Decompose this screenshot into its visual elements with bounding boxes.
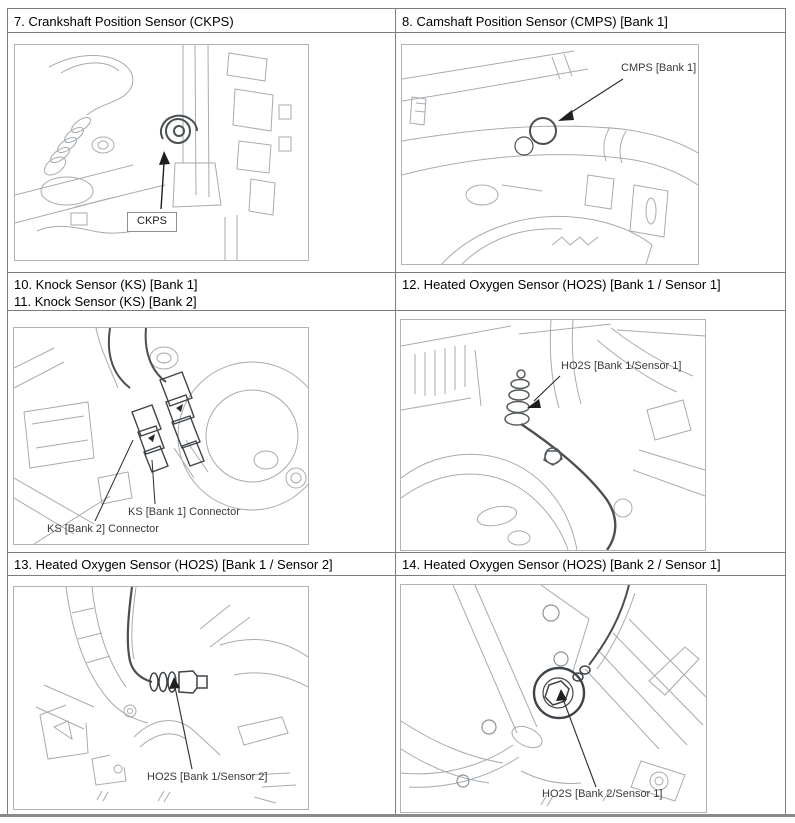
ho2s-b2s1-arrow-icon <box>556 689 567 701</box>
ho2s-b1s2-figure-frame <box>13 586 309 810</box>
title-ho2s-b1s2: 13. Heated Oxygen Sensor (HO2S) [Bank 1 / Sensor 2] <box>14 557 333 572</box>
header-cell-ckps <box>8 9 396 32</box>
header-cell-ho2s-b1s2 <box>8 553 396 575</box>
callout-ckps: CKPS <box>127 212 177 232</box>
title-ho2s-b1s1: 12. Heated Oxygen Sensor (HO2S) [Bank 1 / Sensor 1] <box>402 277 721 292</box>
ckps-arrow-icon <box>159 151 170 165</box>
figure-cell-ks <box>8 311 396 552</box>
ckps-figure-frame <box>14 44 309 261</box>
cmps-arrow-icon <box>558 110 574 121</box>
figure-row-2 <box>8 311 785 553</box>
callout-ho2s-b2s1: HO2S [Bank 2/Sensor 1] <box>542 788 663 800</box>
title-ho2s-b2s1: 14. Heated Oxygen Sensor (HO2S) [Bank 2 / Sensor 1] <box>402 557 721 572</box>
header-row-1 <box>8 9 785 33</box>
figure-cell-ckps <box>8 33 396 272</box>
title-cmps: 8. Camshaft Position Sensor (CMPS) [Bank 1] <box>402 14 668 29</box>
callout-ho2s-b1s2: HO2S [Bank 1/Sensor 2] <box>147 771 268 783</box>
ho2s-b2s1-illustration <box>401 585 706 812</box>
ks-figure-frame <box>13 327 309 545</box>
ho2s-b1s1-illustration <box>401 320 705 550</box>
ho2s-b2s1-figure-frame <box>400 584 707 813</box>
figure-cell-ho2s-b2s1 <box>396 576 785 816</box>
title-ks-bank2: 11. Knock Sensor (KS) [Bank 2] <box>14 294 197 309</box>
header-cell-ks <box>8 273 396 310</box>
callout-ks-bank1: KS [Bank 1] Connector <box>128 506 240 518</box>
header-cell-cmps <box>396 9 785 32</box>
callout-ks-bank2: KS [Bank 2] Connector <box>47 523 159 535</box>
callout-ho2s-b1s1: HO2S [Bank 1/Sensor 1] <box>561 360 682 372</box>
sensor-location-table <box>7 8 786 816</box>
title-ks-bank1: 10. Knock Sensor (KS) [Bank 1] <box>14 277 198 292</box>
section-divider <box>0 814 795 817</box>
figure-row-1 <box>8 33 785 273</box>
figure-row-3 <box>8 576 785 816</box>
cmps-figure-frame <box>401 44 699 265</box>
figure-cell-cmps <box>396 33 785 272</box>
header-cell-ho2s-b2s1 <box>396 553 785 575</box>
header-row-3 <box>8 553 785 576</box>
cmps-illustration <box>402 45 698 264</box>
callout-cmps: CMPS [Bank 1] <box>621 62 697 74</box>
header-row-2 <box>8 273 785 311</box>
figure-cell-ho2s-b1s1 <box>396 311 785 552</box>
header-cell-ho2s-b1s1 <box>396 273 785 310</box>
figure-cell-ho2s-b1s2 <box>8 576 396 816</box>
title-ckps: 7. Crankshaft Position Sensor (CKPS) <box>14 14 234 29</box>
ho2s-b1s1-figure-frame <box>400 319 706 551</box>
